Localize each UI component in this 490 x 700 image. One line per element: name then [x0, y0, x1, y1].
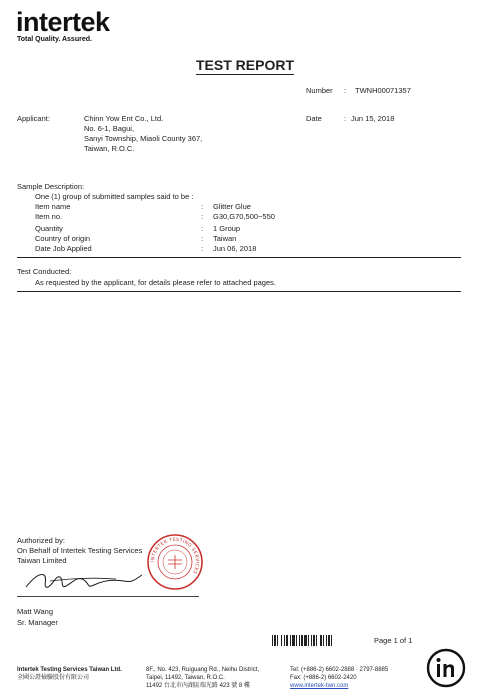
authorized-org-country: Taiwan Limited	[17, 556, 67, 565]
applicant-line: No. 6-1, Bagui,	[84, 124, 135, 133]
signer-name: Matt Wang	[17, 607, 53, 616]
barcode-bar	[286, 635, 288, 646]
footer-tel: Tel: (+886-2) 6602-2888 · 2797-8885	[290, 667, 389, 673]
company-seal-stamp	[146, 533, 204, 591]
sample-row-value: G30,G70,500~550	[213, 212, 275, 221]
applicant-line: Sanyi Township, Miaoli County 367,	[84, 134, 203, 143]
footer-address-en-2: Taipei, 11492, Taiwan, R.O.C.	[146, 675, 225, 681]
intertek-footer-logo-icon	[426, 648, 466, 688]
barcode-bar	[311, 635, 312, 646]
intertek-logo: intertek	[16, 7, 110, 37]
sample-row-sep: :	[201, 234, 204, 243]
barcode-bar	[308, 635, 309, 646]
barcode-bar	[290, 635, 291, 646]
sample-row-sep: :	[201, 202, 204, 211]
barcode-bar	[328, 635, 330, 646]
page-number: Page 1 of 1	[374, 636, 413, 645]
barcode	[272, 635, 368, 646]
sample-row-sep: :	[201, 244, 204, 253]
barcode-bar	[292, 635, 295, 646]
barcode-bar	[281, 635, 282, 646]
barcode-bar	[277, 635, 278, 646]
applicant-line: Taiwan, R.O.C.	[84, 144, 135, 153]
footer-company-en: Intertek Testing Services Taiwan Ltd.	[17, 667, 122, 673]
footer-address-en-1: 8F., No. 423, Ruiguang Rd., Neihu District,	[146, 667, 260, 673]
sample-row-value: Taiwan	[213, 234, 237, 243]
sample-row-label: Date Job Applied	[35, 244, 92, 253]
number-label: Number	[306, 86, 333, 95]
sample-intro: One (1) group of submitted samples said to be :	[35, 192, 194, 201]
footer-fax: Fax: (+886-2) 6602-2420	[290, 675, 357, 681]
footer-company	[17, 666, 122, 682]
report-date: Jun 15, 2018	[351, 114, 395, 123]
barcode-bar	[272, 635, 273, 646]
barcode-bar	[326, 635, 327, 646]
footer-website-link[interactable]: www.intertek-twn.com	[290, 683, 349, 689]
sample-row-sep: :	[201, 212, 204, 221]
sample-row-sep: :	[201, 224, 204, 233]
barcode-bar	[331, 635, 332, 646]
divider	[17, 257, 461, 258]
number-sep: :	[344, 86, 347, 95]
footer-address	[146, 666, 259, 690]
svg-text:INTERTEK TESTING SERVICES: INTERTEK TESTING SERVICES	[150, 537, 200, 575]
barcode-bar	[296, 635, 297, 646]
sample-row-label: Item no.	[35, 212, 63, 221]
signature-line	[17, 596, 199, 597]
barcode-bar	[323, 635, 324, 646]
handwritten-signature	[20, 567, 150, 597]
authorized-org: On Behalf of Intertek Testing Services	[17, 546, 143, 555]
barcode-bar	[301, 635, 303, 646]
barcode-bar	[304, 635, 307, 646]
test-text: As requested by the applicant, for details please refer to attached pages.	[35, 278, 276, 287]
sample-row-label: Country of origin	[35, 234, 91, 243]
barcode-bar	[299, 635, 300, 646]
barcode-bar	[320, 635, 322, 646]
report-number: TWNH00071357	[355, 86, 411, 95]
authorized-by-label: Authorized by:	[17, 536, 65, 545]
sample-row-value: 1 Group	[213, 224, 241, 233]
signer-role: Sr. Manager	[17, 618, 58, 627]
barcode-bar	[284, 635, 285, 646]
barcode-bar	[313, 635, 315, 646]
footer-contact	[290, 666, 388, 690]
applicant-address	[84, 114, 202, 154]
test-heading: Test Conducted:	[17, 267, 72, 276]
footer-address-zh: 11492 台北市內湖區瑞光路 423 號 8 樓	[146, 683, 250, 689]
divider	[17, 291, 461, 292]
date-sep: :	[344, 114, 347, 123]
footer-company-zh: 全國公證檢驗股份有限公司	[17, 675, 90, 681]
page-title: TEST REPORT	[195, 57, 294, 73]
date-label: Date	[306, 114, 322, 123]
applicant-label: Applicant:	[17, 114, 50, 123]
tagline: Total Quality. Assured.	[17, 36, 92, 43]
sample-row-label: Item name	[35, 202, 71, 211]
sample-heading: Sample Description:	[17, 182, 85, 191]
sample-row-value: Jun 06, 2018	[213, 244, 257, 253]
barcode-bar	[274, 635, 276, 646]
sample-row-label: Quantity	[35, 224, 63, 233]
applicant-line: Chinn Yow Ent Co., Ltd.	[84, 114, 164, 123]
barcode-bar	[316, 635, 317, 646]
sample-row-value: Glitter Glue	[213, 202, 251, 211]
